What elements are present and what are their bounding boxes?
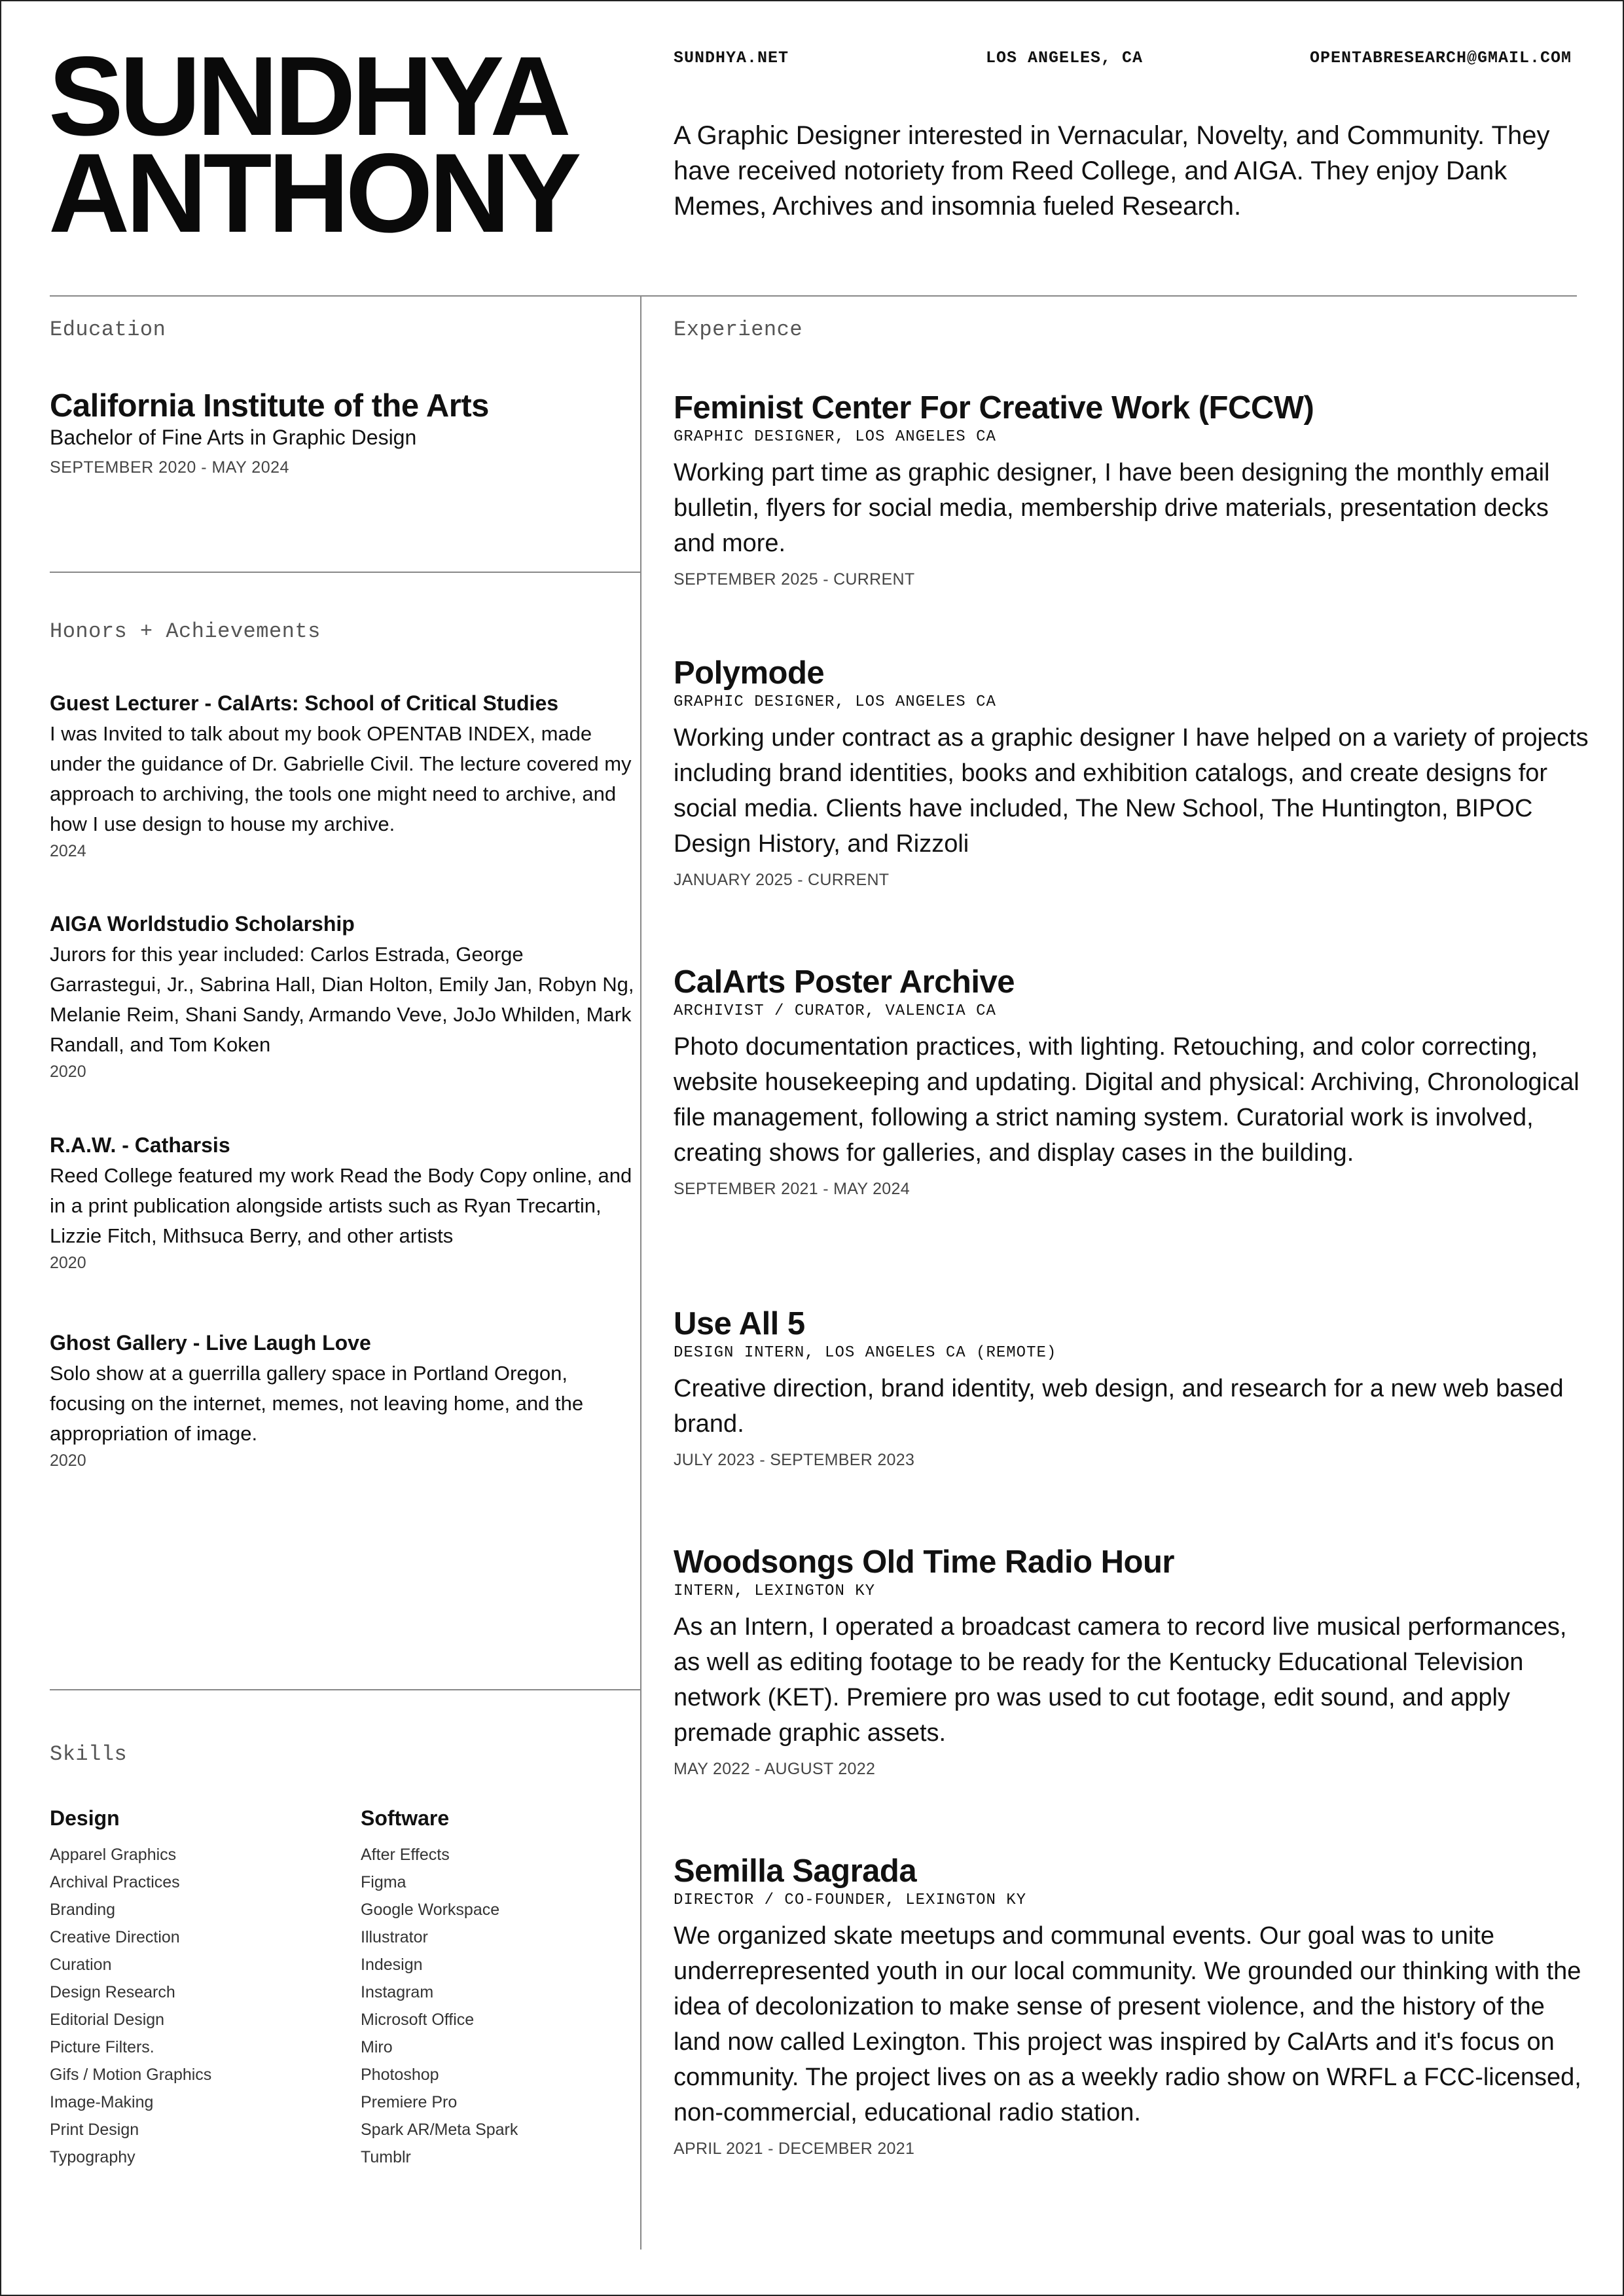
experience-body: As an Intern, I operated a broadcast camera to record live musical performances, as well as editing footage to be ready for the Kentucky Educational Television network (KET). Premiere pro was used to cut footage, edit sound, and apply premade graphic assets. — [674, 1613, 1567, 1747]
skill-item: Gifs / Motion Graphics — [50, 2066, 212, 2084]
honor-title: Guest Lecturer - CalArts: School of Critical Studies — [50, 691, 559, 715]
experience-title: Use All 5 — [674, 1306, 805, 1341]
intro-paragraph: A Graphic Designer interested in Vernacular, Novelty, and Community. They have received notoriety from Reed College, and AIGA. They enjoy Dank Memes, Archives and insomnia fueled Research. — [674, 121, 1550, 221]
experience-body: Creative direction, brand identity, web design, and research for a new web based brand. — [674, 1375, 1564, 1438]
skills-design-heading: Design — [50, 1806, 120, 1830]
honor-body: Solo show at a guerrilla gallery space in Portland Oregon, focusing on the internet, memes, not leaving home, and the appropriation of image. — [50, 1362, 584, 1445]
skill-item: Instagram — [361, 1983, 434, 2001]
experience-item — [674, 1852, 1590, 2159]
skill-item: Indesign — [361, 1956, 423, 1974]
experience-role: DESIGN INTERN, LOS ANGELES CA (REMOTE) — [674, 1344, 1057, 1362]
experience-title: Feminist Center For Creative Work (FCCW) — [674, 390, 1314, 426]
skill-item: Design Research — [50, 1983, 175, 2001]
skill-item: Picture Filters. — [50, 2038, 154, 2056]
experience-body: Working part time as graphic designer, I have been designing the monthly email bulletin, flyers for social media, membership drive materials, presentation decks and more. — [674, 459, 1550, 557]
skill-item: Illustrator — [361, 1928, 428, 1946]
website-link[interactable]: SUNDHYA.NET — [674, 48, 789, 67]
experience-body: Working under contract as a graphic designer I have helped on a variety of projects including brand identities, books and exhibition catalogs, and create designs for social media. Clients have included, The New School, The Huntington, BIPOC Design History, and Rizzoli — [674, 724, 1589, 858]
experience-title: Semilla Sagrada — [674, 1853, 917, 1889]
skills-software-heading: Software — [361, 1806, 450, 1830]
experience-body: We organized skate meetups and communal events. Our goal was to unite underrepresented youth in our local community. We grounded our thinking with the idea of decolonization to make sense of present violence, and the history of the land now called Lexington. This project was inspired by CalArts and it's focus on community. The project lives on as a weekly radio show on WRFL a FCC-licensed, non-commercial, educational radio station. — [674, 1922, 1581, 2126]
name-last: ANTHONY — [48, 130, 578, 256]
education-degree: Bachelor of Fine Arts in Graphic Design — [50, 426, 417, 449]
experience-title: Woodsongs Old Time Radio Hour — [674, 1544, 1174, 1580]
skill-item: Figma — [361, 1873, 406, 1891]
honor-item — [50, 909, 639, 1082]
experience-dates: JANUARY 2025 - CURRENT — [674, 871, 890, 889]
education-school: California Institute of the Arts — [50, 388, 489, 424]
honor-body: Jurors for this year included: Carlos Estrada, George Garrastegui, Jr., Sabrina Hall, Dian Holton, Emily Jan, Robyn Ng, Melanie Reim, Shani Sandy, Armando Veve, JoJo Whilden, Mark Randall, and Tom Koken — [50, 943, 634, 1056]
experience-item — [674, 1305, 1590, 1470]
experience-dates: MAY 2022 - AUGUST 2022 — [674, 1760, 876, 1778]
skill-item: Google Workspace — [361, 1901, 500, 1919]
skills-label: Skills — [50, 1742, 128, 1766]
honor-body: I was Invited to talk about my book OPENTAB INDEX, made under the guidance of Dr. Gabrielle Civil. The lecture covered my approach to archiving, the tools one might need to archive, and how I use design to house my archive. — [50, 722, 632, 835]
skill-item: Creative Direction — [50, 1928, 180, 1946]
experience-dates: SEPTEMBER 2025 - CURRENT — [674, 570, 915, 589]
skill-item: Image-Making — [50, 2093, 154, 2111]
experience-title: CalArts Poster Archive — [674, 964, 1015, 1000]
education-divider — [50, 572, 640, 573]
experience-role: ARCHIVIST / CURATOR, VALENCIA CA — [674, 1002, 996, 1020]
skill-item: Typography — [50, 2148, 135, 2166]
honor-item — [50, 689, 639, 861]
name-first: SUNDHYA — [48, 33, 568, 159]
honor-item — [50, 1131, 639, 1273]
honor-year: 2020 — [50, 1451, 86, 1470]
location-text: LOS ANGELES, CA — [986, 48, 1144, 67]
honors-label: Honors + Achievements — [50, 619, 321, 644]
honors-divider — [50, 1689, 640, 1690]
experience-body: Photo documentation practices, with lighting. Retouching, and color correcting, website housekeeping and updating. Digital and physical: Archiving, Chronological file management, following a strict naming system. Curatorial work is involved, creating shows for galleries, and display cases in the building. — [674, 1033, 1579, 1167]
honor-title: R.A.W. - Catharsis — [50, 1133, 230, 1157]
skill-item: Print Design — [50, 2121, 139, 2139]
honor-item — [50, 1328, 639, 1470]
skill-item: Photoshop — [361, 2066, 439, 2084]
header-divider — [50, 295, 1577, 297]
experience-item — [674, 654, 1590, 890]
honor-year: 2020 — [50, 1254, 86, 1272]
skill-item: Spark AR/Meta Spark — [361, 2121, 518, 2139]
skills-software-list — [361, 1841, 518, 2171]
honor-body: Reed College featured my work Read the Body Copy online, and in a print publication alongside artists such as Ryan Trecartin, Lizzie Fitch, Mithsuca Berry, and other artists — [50, 1164, 632, 1247]
honor-title: Ghost Gallery - Live Laugh Love — [50, 1331, 371, 1355]
experience-item — [674, 963, 1590, 1199]
skill-item: Premiere Pro — [361, 2093, 458, 2111]
experience-item — [674, 389, 1590, 589]
skills-design-list — [50, 1841, 211, 2171]
honor-year: 2024 — [50, 842, 86, 860]
honor-title: AIGA Worldstudio Scholarship — [50, 912, 355, 936]
skill-item: Microsoft Office — [361, 2011, 475, 2029]
column-divider — [640, 295, 641, 2250]
honor-year: 2020 — [50, 1063, 86, 1081]
skill-item: Curation — [50, 1956, 112, 1974]
skill-item: After Effects — [361, 1846, 450, 1864]
experience-role: DIRECTOR / CO-FOUNDER, LEXINGTON KY — [674, 1891, 1027, 1909]
email-link[interactable]: OPENTABRESEARCH@GMAIL.COM — [1309, 48, 1572, 67]
skill-item: Miro — [361, 2038, 393, 2056]
name-heading — [48, 33, 578, 256]
experience-role: INTERN, LEXINGTON KY — [674, 1582, 876, 1600]
experience-dates: APRIL 2021 - DECEMBER 2021 — [674, 2140, 915, 2158]
skill-item: Branding — [50, 1901, 116, 1919]
experience-role: GRAPHIC DESIGNER, LOS ANGELES CA — [674, 428, 996, 446]
experience-dates: JULY 2023 - SEPTEMBER 2023 — [674, 1451, 915, 1469]
education-dates: SEPTEMBER 2020 - MAY 2024 — [50, 458, 289, 477]
experience-label: Experience — [674, 318, 803, 342]
skill-item: Archival Practices — [50, 1873, 180, 1891]
experience-item — [674, 1543, 1590, 1779]
skill-item: Apparel Graphics — [50, 1846, 177, 1864]
skill-item: Tumblr — [361, 2148, 411, 2166]
experience-title: Polymode — [674, 655, 825, 691]
experience-role: GRAPHIC DESIGNER, LOS ANGELES CA — [674, 693, 996, 711]
experience-dates: SEPTEMBER 2021 - MAY 2024 — [674, 1180, 910, 1198]
education-label: Education — [50, 318, 166, 342]
skill-item: Editorial Design — [50, 2011, 165, 2029]
